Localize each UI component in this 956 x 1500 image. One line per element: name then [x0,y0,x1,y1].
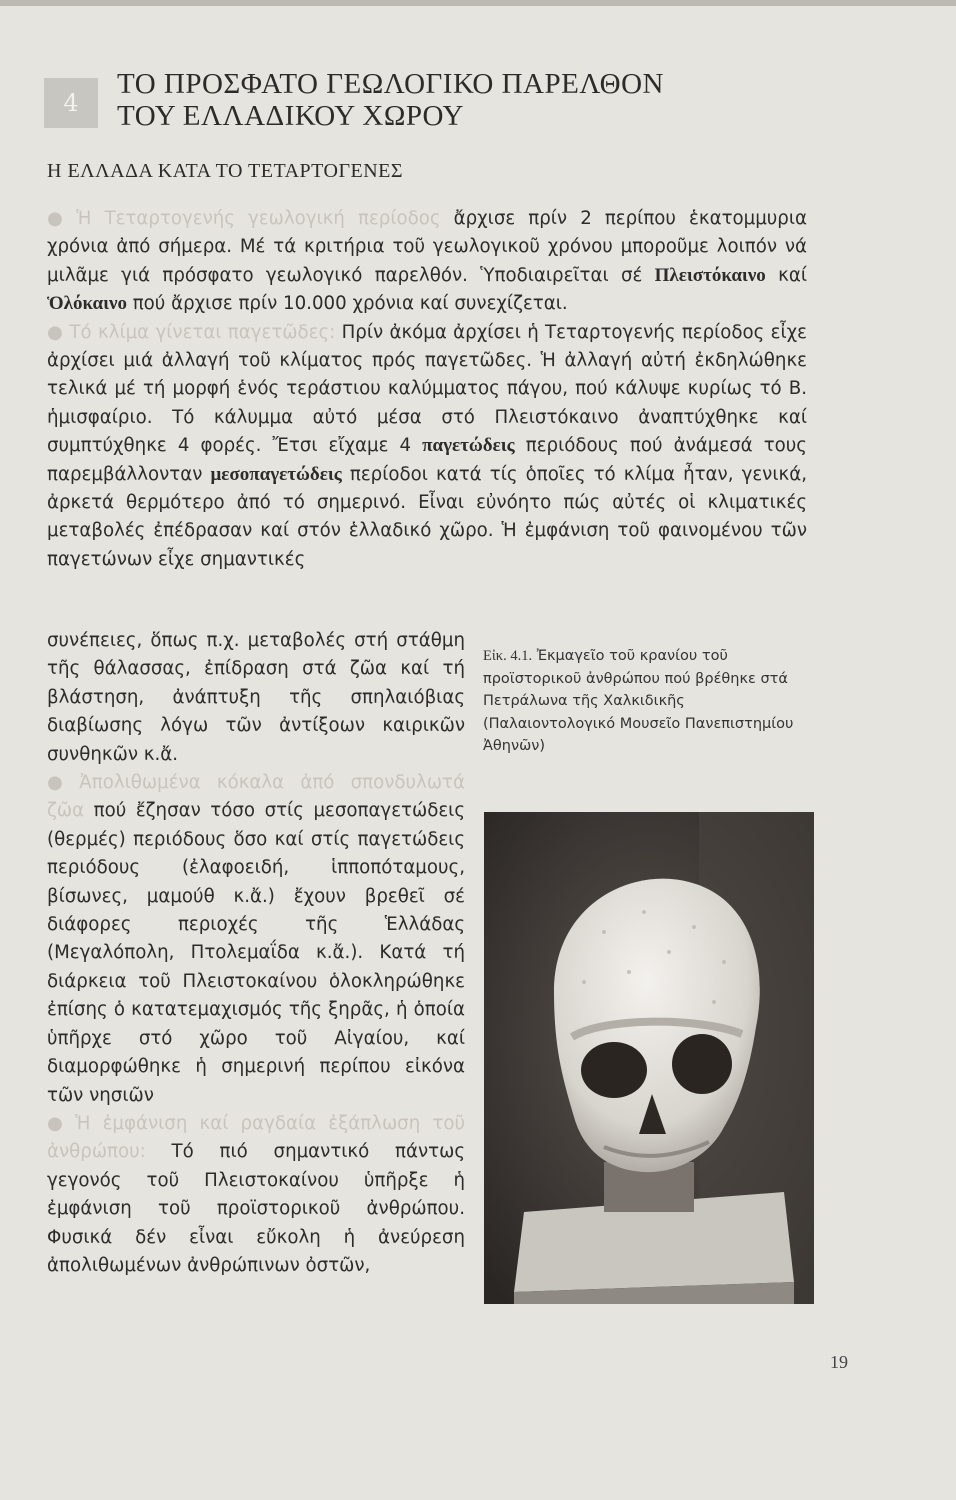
term-holocene: Ὁλόκαινο [47,293,127,315]
bullet-icon: ● [47,772,74,794]
chapter-number-box [44,78,98,128]
paragraph-text: καί [765,264,807,286]
chapter-title-line-1: ΤΟ ΠΡΟΣΦΑΤΟ ΓΕΩΛΟΓΙΚΟ ΠΑΡΕΛΘΟΝ [117,68,664,100]
paragraph-text: πού ἔζησαν τόσο στίς μεσοπαγετώδεις (θερμές) περιόδους ὅσο καί στίς παγετώδεις περιόδους (ἐλαφοειδή, ἱπποπόταμους, βίσωνες, μαμούθ κ.ἄ.) ἔχουν βρεθεῖ σέ διάφορες περιοχές τῆς Ἑλλάδας (Μεγαλόπολη, Πτολεμαΐδα κ.ἄ.). Κατά τή διάρκεια τοῦ Πλειστοκαίνου ὁλοκληρώθηκε ἐπίσης ὁ κατατεμαχισμός τῆς ξηρᾶς, ἡ ὁποία ὑπῆρχε στό χῶρο τοῦ Αἰγαίου, καί διαμορφώθηκε ἡ σημερινή περίπου εἰκόνα τῶν νησιῶν [47,800,465,1106]
term-pleistocene: Πλειστόκαινο [654,264,766,286]
figure-caption [483,645,813,758]
paragraph-text: περιόδους πού ἀνάμεσά τους παρεμβάλλονταν [47,435,807,485]
skull-illustration [484,812,814,1304]
paragraph-text: ἄρχισε πρίν 2 περίπου ἑκατομμυρια χρόνια ἀπό σήμερα. Μέ τά κριτήρια τοῦ γεωλογικοῦ χρόνου μποροῦμε λοιπόν νά μιλᾶμε γιά πρόσφατο γεωλογικό παρελθόν. Ὑποδιαιρεῖται σέ [47,208,807,286]
full-width-text [47,205,807,574]
chapter-title [117,68,737,132]
term-glacial: παγετώδεις [422,435,515,457]
paragraph-human [47,1110,465,1280]
paragraph-highlight: Τό κλίμα γίνεται παγετῶδες: [69,321,336,343]
section-heading: Η ΕΛΛΑΔΑ ΚΑΤΑ ΤΟ ΤΕΤΑΡΤΟΓΕΝΕΣ [47,160,404,182]
paragraph-highlight: Ἡ Τεταρτογενής γεωλογική περίοδος [76,208,441,229]
figure-caption-text: Ἐκμαγεῖο τοῦ κρανίου τοῦ προϊστορικοῦ ἀνθρώπου πού βρέθηκε στά Πετράλωνα τῆς Χαλκιδικῆς (Παλαιοντολογικό Μουσεῖο Πανεπιστημίου Ἀθηνῶν) [483,648,794,754]
paragraph-highlight: Ἡ ἐμφάνιση καί ραγδαία ἐξάπλωση τοῦ ἀνθρώπου: [47,1112,465,1163]
chapter-number: 4 [63,89,79,117]
paragraph-text: Πρίν ἀκόμα ἀρχίσει ἡ Τεταρτογενής περίοδος εἶχε ἀρχίσει μιά ἀλλαγή τοῦ κλίματος πρός παγετῶδες. Ἡ ἀλλαγή αὐτή ἐκδηλώθηκε τελικά μέ τή μορφή ἑνός τεράστιου καλύμματος πάγου, πού κάλυψε κυρίως τό Β. ἡμισφαίριο. Τό κάλυμμα αὐτό μέσα στό Πλειστόκαινο ἀναπτύχθηκε καί συμπτύχθηκε 4 φορές. Ἔτσι εἴχαμε 4 [47,321,808,457]
bullet-icon: ● [47,1112,70,1134]
paragraph-quaternary [47,205,807,319]
term-interglacial: μεσοπαγετώδεις [210,463,342,485]
bullet-icon: ● [47,321,64,343]
paragraph-text: πού ἄρχισε πρίν 10.000 χρόνια καί συνεχίζεται. [126,293,568,315]
top-rule [0,0,956,6]
left-column-text [47,627,465,1280]
skull-cast-photo [484,812,814,1304]
bullet-icon: ● [47,208,71,229]
paragraph-fossils [47,769,465,1110]
chapter-title-line-2: ΤΟΥ ΕΛΛΑΔΙΚΟΥ ΧΩΡΟΥ [117,100,464,132]
paragraph-climate [47,319,807,575]
paragraph-text: περίοδοι κατά τίς ὁποῖες τό κλίμα ἦταν, γενικά, ἀρκετά θερμότερο ἀπό τό σημερινό. Εἶναι εὐνόητο πώς αὐτές οἱ κλιματικές μεταβολές ἐπέδρασαν καί στόν ἑλλαδικό χῶρο. Ἡ ἐμφάνιση τοῦ φαινομένου τῶν παγετώνων εἶχε σημαντικές [47,463,807,570]
page-number: 19 [830,1352,848,1372]
paragraph-highlight: Ἀπολιθωμένα κόκαλα ἀπό σπονδυλωτά ζῶα [47,772,465,822]
paragraph-climate-continued: συνέπειες, ὅπως π.χ. μεταβολές στή στάθμη τῆς θάλασσας, ἐπίδραση στά ζῶα καί τή βλάστηση, ἀνάπτυξη τῆς σπηλαιόβιας διαβίωσης λόγω τῶν ἀντίξοων καιρικῶν συνθηκῶν κ.ἄ. [47,630,465,765]
figure-label: Εἰκ. 4.1. [483,648,533,664]
paragraph-text: Τό πιό σημαντικό πάντως γεγονός τοῦ Πλειστοκαίνου ὑπῆρξε ἡ ἐμφάνιση τοῦ προϊστορικοῦ ἀνθρώπου. Φυσικά δέν εἶναι εὔκολη ἡ ἀνεύρεση ἀπολιθωμένων ἀνθρώπινων ὀστῶν, [47,1141,465,1276]
